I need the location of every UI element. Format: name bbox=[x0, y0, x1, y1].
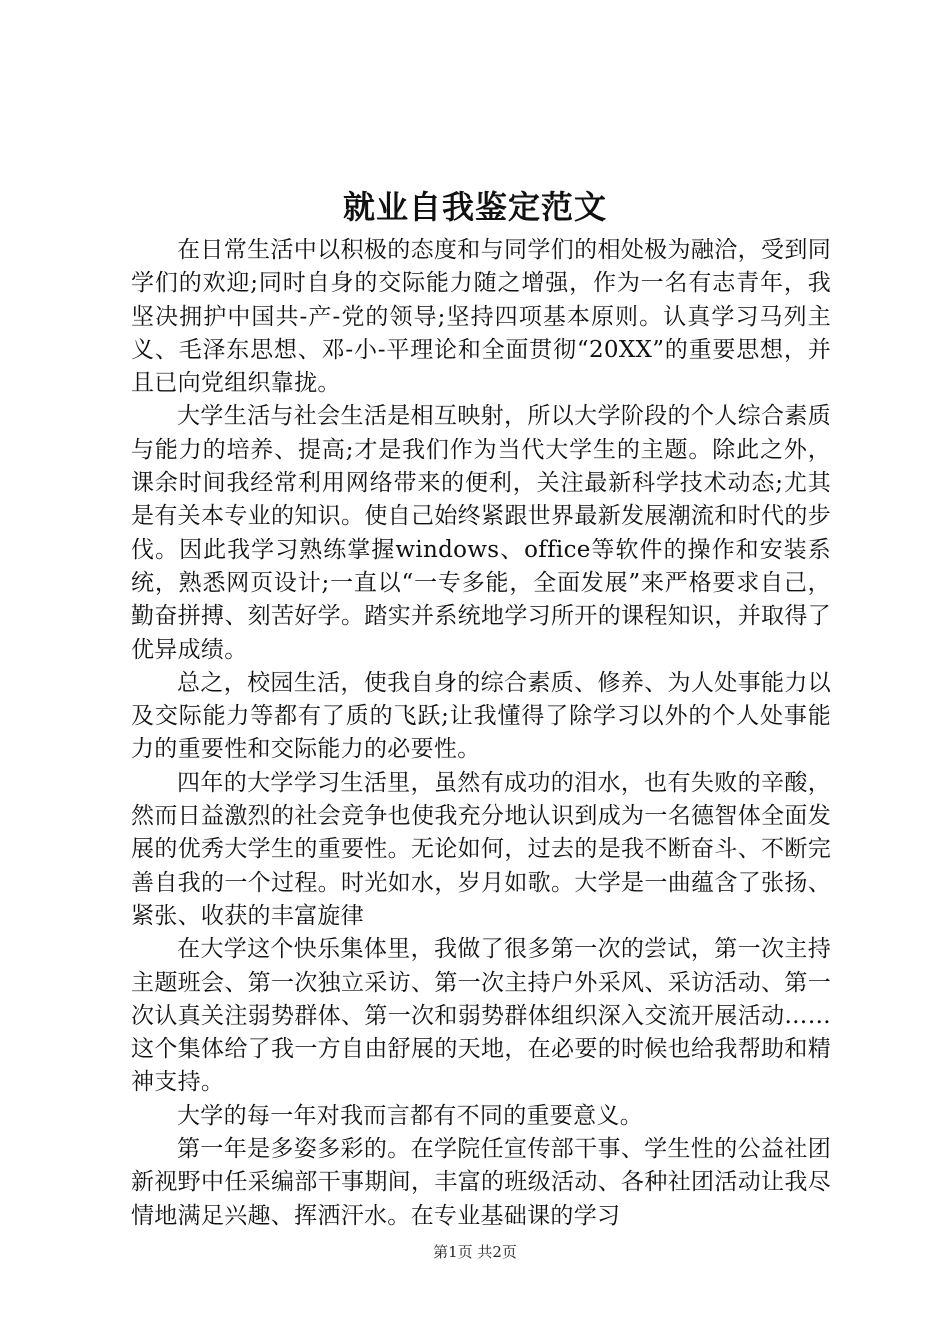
document-body bbox=[131, 234, 831, 1233]
page-footer: 第1页 共2页 bbox=[433, 1243, 517, 1261]
paragraph: 总之，校园生活，使我自身的综合素质、修养、为人处事能力以及交际能力等都有了质的飞跃;让我懂得了除学习以外的个人处事能力的重要性和交际能力的必要性。 bbox=[131, 669, 831, 763]
paragraph: 大学的每一年对我而言都有不同的重要意义。 bbox=[177, 1102, 643, 1129]
paragraph: 第一年是多姿多彩的。在学院任宣传部干事、学生性的公益社团新视野中任采编部干事期间，丰富的班级活动、各种社团活动让我尽情地满足兴趣、挥洒汗水。在专业基础课的学习 bbox=[131, 1136, 831, 1229]
paragraph: 在大学这个快乐集体里，我做了很多第一次的尝试，第一次主持主题班会、第一次独立采访、第一次主持户外采风、采访活动、第一次认真关注弱势群体、第一次和弱势群体组织深入交流开展活动……这个集体给了我一方自由舒展的天地，在必要的时候也给我帮助和精神支持。 bbox=[131, 936, 831, 1096]
document-title: 就业自我鉴定范文 bbox=[342, 188, 607, 226]
paragraph: 四年的大学学习生活里，虽然有成功的泪水，也有失败的辛酸，然而日益激烈的社会竞争也使我充分地认识到成为一名德智体全面发展的优秀大学生的重要性。无论如何，过去的是我不断奋斗、不断完善自我的一个过程。时光如水，岁月如歌。大学是一曲蕴含了张扬、紧张、收获的丰富旋律 bbox=[131, 769, 831, 929]
paragraph: 大学生活与社会生活是相互映射，所以大学阶段的个人综合素质与能力的培养、提高;才是我们作为当代大学生的主题。除此之外，课余时间我经常利用网络带来的便利，关注最新科学技术动态;尤其是有关本专业的知识。使自己始终紧跟世界最新发展潮流和时代的步伐。因此我学习熟练掌握windows、office等软件的操作和安装系统，熟悉网页设计;一直以“一专多能，全面发展”来严格要求自己，勤奋拼搏、刻苦好学。踏实并系统地学习所开的课程知识，并取得了优异成绩。 bbox=[131, 403, 831, 663]
paragraph: 在日常生活中以积极的态度和与同学们的相处极为融洽，受到同学们的欢迎;同时自身的交际能力随之增强，作为一名有志青年，我坚决拥护中国共-产-党的领导;坚持四项基本原则。认真学习马列主义、毛泽东思想、邓-小-平理论和全面贯彻“20XX”的重要思想，并且已向党组织靠拢。 bbox=[131, 237, 831, 397]
